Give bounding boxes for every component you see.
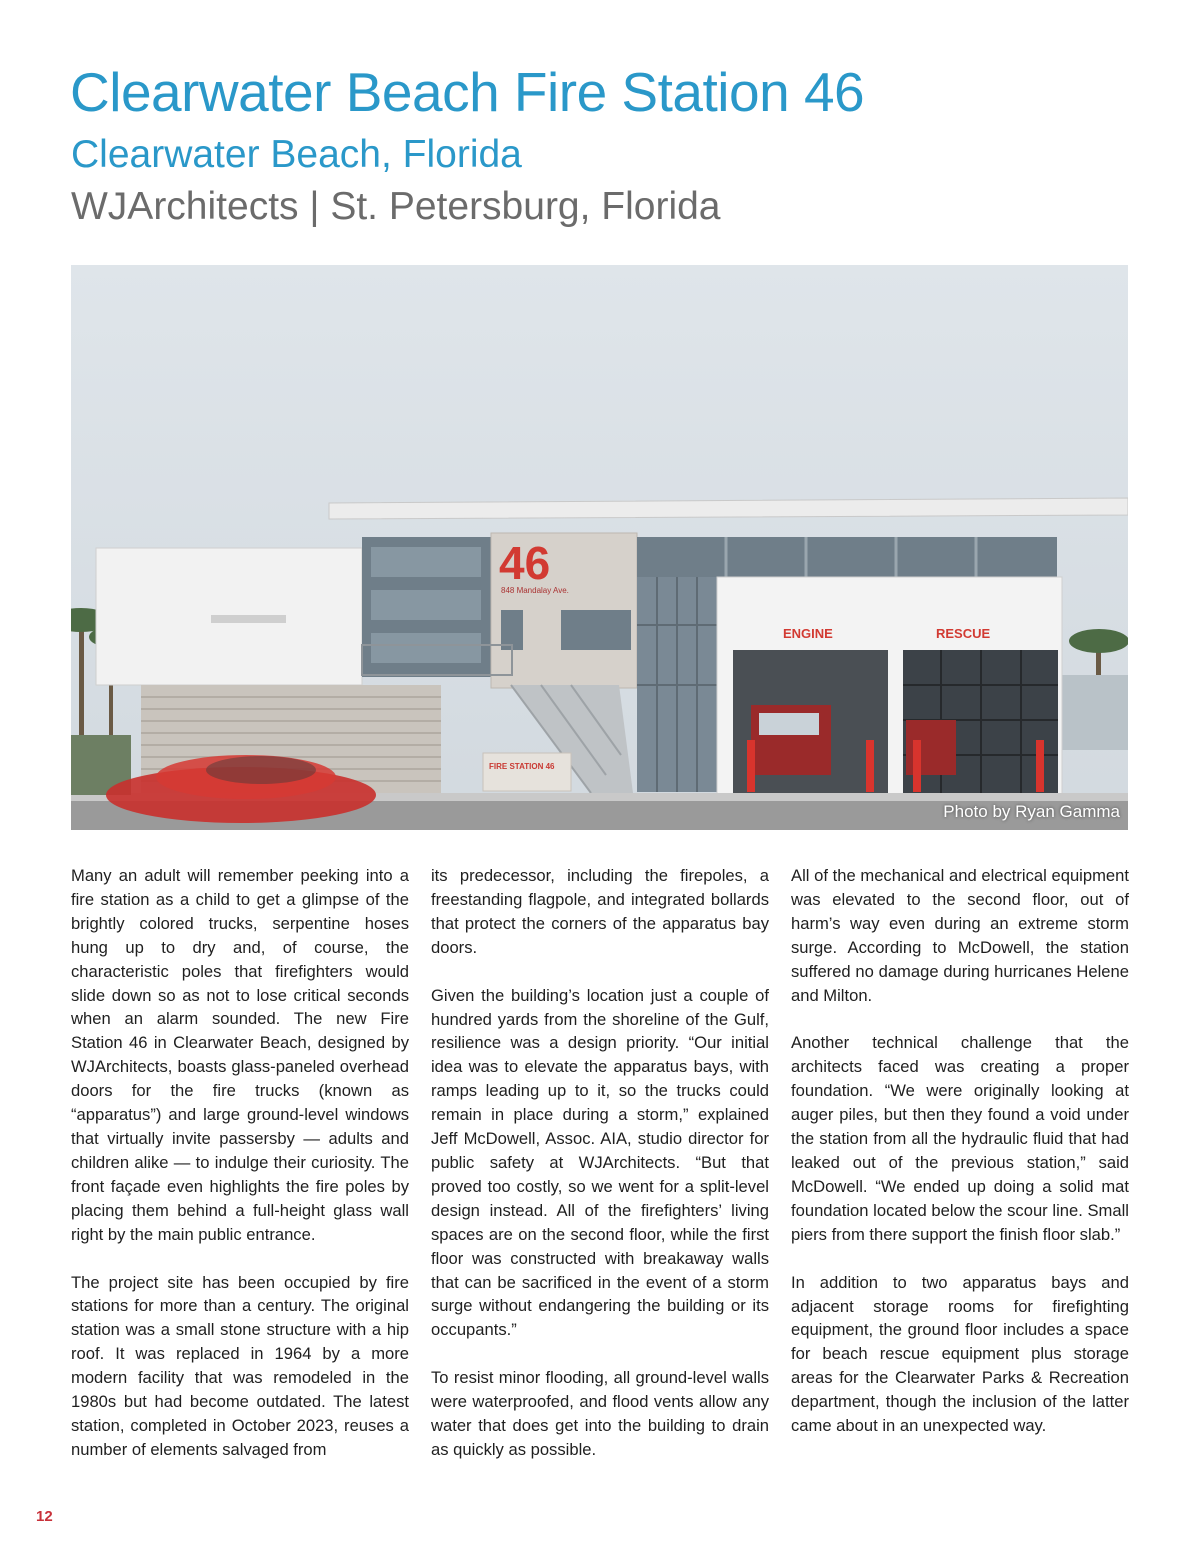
building-photo — [71, 265, 1128, 830]
article-column-3 — [791, 864, 1129, 1462]
station-number-sign: 46 — [499, 537, 551, 589]
project-location: Clearwater Beach, Florida — [71, 133, 522, 176]
paragraph: To resist minor flooding, all ground-level walls were waterproofed, and flood vents allow any water that does get into the building to drain as quickly as possible. — [431, 1368, 769, 1459]
paragraph: Many an adult will remember peeking into a fire station as a child to get a glimpse of the brightly colored trucks, serpentine hoses hung up to dry and, of course, the characteristic poles that firefighters would slide down so as not to lose critical seconds when an alarm sounded. The new Fire Station 46 in Clearwater Beach, designed by WJArchitects, boasts glass-paneled overhead doors for the fire trucks (known as “apparatus”) and large ground-level windows that virtually invite passersby — adults and children alike — to indulge their curiosity. The front façade even highlights the fire poles by placing them behind a full-height glass wall right by the main public entrance. — [71, 866, 409, 1244]
architect-firm: WJArchitects | St. Petersburg, Florida — [71, 185, 721, 228]
paragraph: Another technical challenge that the architects faced was creating a proper foundation. “We were originally looking at auger piles, but then they found a void under the station from all the hydraulic fluid that had leaked out of the previous station,” said McDowell. “We ended up doing a solid mat foundation located below the scour line. Small piers from there support the finish floor slab.” — [791, 1033, 1129, 1244]
paragraph: In addition to two apparatus bays and adjacent storage rooms for firefighting equipment, the ground floor includes a space for beach rescue equipment plus storage areas for the Clearwater Parks & Recreation department, though the inclusion of the latter came about in an unexpected way. — [791, 1272, 1129, 1436]
article-column-2 — [431, 864, 769, 1486]
photo-credit: Photo by Ryan Gamma — [943, 802, 1120, 821]
engine-bay-label: ENGINE — [783, 626, 833, 641]
paragraph: The project site has been occupied by fire stations for more than a century. The original station was a small stone structure with a hip roof. It was replaced in 1964 by a more modern facility that was remodeled in the 1980s but had become outdated. The latest station, completed in October 2023, reuses a number of elements salvaged from — [71, 1272, 409, 1459]
page-title: Clearwater Beach Fire Station 46 — [70, 61, 865, 123]
paragraph: its predecessor, including the firepoles, a freestanding flagpole, and integrated bollards that protect the corners of the apparatus bay doors. — [431, 866, 769, 957]
fire-station-illustration — [71, 265, 1128, 830]
paragraph: Given the building’s location just a couple of hundred yards from the shoreline of the Gulf, resilience was a design priority. “Our initial idea was to elevate the apparatus bays, with ramps leading up to it, so the trucks could remain in place during a storm,” explained Jeff McDowell, Assoc. AIA, studio director for public safety at WJArchitects. “But that proved too costly, so we went for a split-level design instead. All of the firefighters’ living spaces are on the second floor, while the first floor was constructed with breakaway walls that can be sacrificed in the event of a storm surge without endangering the building or its occupants.” — [431, 985, 769, 1340]
monument-sign: FIRE STATION 46 — [489, 762, 555, 771]
article-column-1 — [71, 864, 409, 1486]
page-number: 12 — [36, 1508, 53, 1525]
paragraph: All of the mechanical and electrical equipment was elevated to the second floor, out of harm’s way even during an extreme storm surge. According to McDowell, the station suffered no damage during hurricanes Helene and Milton. — [791, 866, 1129, 1005]
rescue-bay-label: RESCUE — [936, 626, 991, 641]
station-address-sign: 848 Mandalay Ave. — [501, 586, 569, 595]
